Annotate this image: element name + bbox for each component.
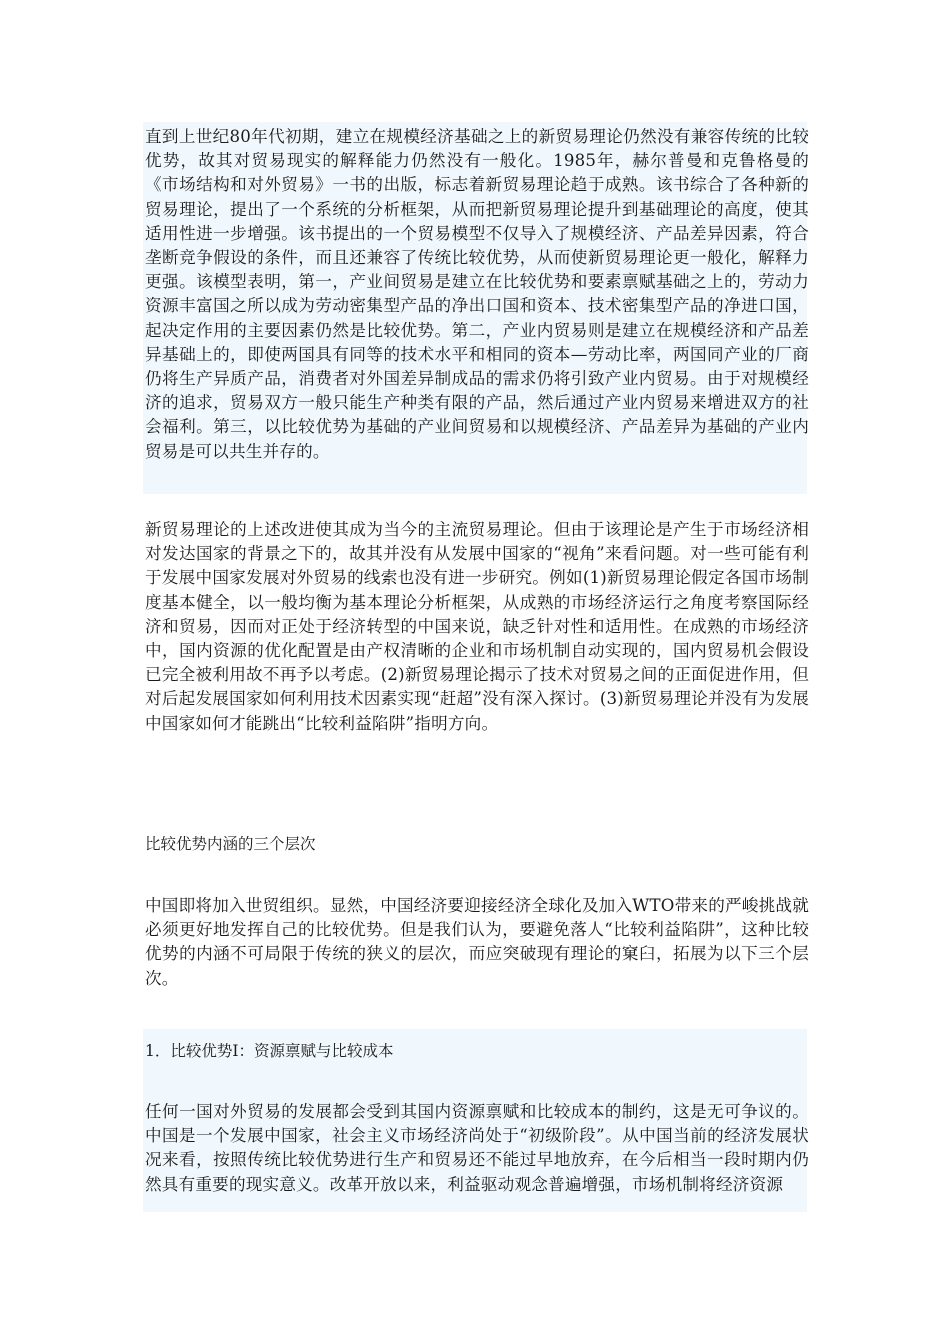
subsection-heading: 1．比较优势Ⅰ：资源禀赋与比较成本 xyxy=(145,1042,394,1060)
section-heading: 比较优势内涵的三个层次 xyxy=(145,835,316,853)
paragraph-limitations: 新贸易理论的上述改进使其成为当今的主流贸易理论。但由于该理论是产生于市场经济相对发达国家的背景之下的，故其并没有从发展中国家的“视角”来看问题。对一些可能有利于发展中国家发展对外贸易的线索也没有进一步研究。例如(1)新贸易理论假定各国市场制度基本健全，以一般均衡为基本理论分析框架，从成熟的市场经济运行之角度考察国际经济和贸易，因而对正处于经济转型的中国来说，缺乏针对性和适用性。在成熟的市场经济中，国内资源的优化配置是由产权清晰的企业和市场机制自动实现的，国内贸易机会假设已完全被利用故不再予以考虑。(2)新贸易理论揭示了技术对贸易之间的正面促进作用，但对后起发展国家如何利用技术因素实现“赶超”没有深入探讨。(3)新贸易理论并没有为发展中国家如何才能跳出“比较利益陷阱”指明方向。 xyxy=(145,520,809,733)
paragraph-wto-intro: 中国即将加入世贸组织。显然，中国经济要迎接经济全球化及加入WTO带来的严峻挑战就必须更好地发挥自己的比较优势。但是我们认为，要避免落人“比较利益陷阱”，这种比较优势的内涵不可局限于传统的狭义的层次，而应突破现有理论的窠臼，拓展为以下三个层次。 xyxy=(145,896,809,988)
paragraph-new-trade-theory: 直到上世纪80年代初期，建立在规模经济基础之上的新贸易理论仍然没有兼容传统的比较优势，故其对贸易现实的解释能力仍然没有一般化。1985年，赫尔普曼和克鲁格曼的《市场结构和对外贸易》一书的出版，标志着新贸易理论趋于成熟。该书综合了各种新的贸易理论，提出了一个系统的分析框架，从而把新贸易理论提升到基础理论的高度，使其适用性进一步增强。该书提出的一个贸易模型不仅导入了规模经济、产品差异因素，符合垄断竞争假设的条件，而且还兼容了传统比较优势，从而使新贸易理论更一般化，解释力更强。该模型表明，第一，产业间贸易是建立在比较优势和要素禀赋基础之上的，劳动力资源丰富国之所以成为劳动密集型产品的净出口国和资本、技术密集型产品的净进口国，起决定作用的主要因素仍然是比较优势。第二，产业内贸易则是建立在规模经济和产品差异基础上的，即使两国具有同等的技术水平和相同的资本—劳动比率，两国同产业的厂商仍将生产异质产品，消费者对外国差异制成品的需求仍将引致产业内贸易。由于对规模经济的追求，贸易双方一般只能生产种类有限的产品，然后通过产业内贸易来增进双方的社会福利。第三，以比较优势为基础的产业间贸易和以规模经济、产品差异为基础的产业内贸易是可以共生并存的。 xyxy=(145,127,809,461)
paragraph-resource-endowment: 任何一国对外贸易的发展都会受到其国内资源禀赋和比较成本的制约，这是无可争议的。中国是一个发展中国家，社会主义市场经济尚处于“初级阶段”。从中国当前的经济发展状况来看，按照传统比较优势进行生产和贸易还不能过早地放弃，在今后相当一段时期内仍然具有重要的现实意义。改革开放以来，利益驱动观念普遍增强，市场机制将经济资源 xyxy=(145,1102,809,1194)
